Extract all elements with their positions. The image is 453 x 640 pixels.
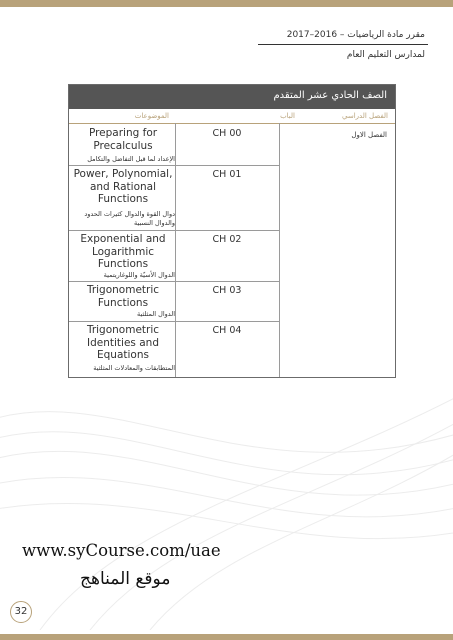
chapter-code: CH 01 [212, 169, 242, 180]
row-divider [69, 165, 279, 166]
decorative-swirl [0, 360, 453, 630]
topics-column-header: الموضوعات [134, 112, 169, 120]
row-divider [69, 321, 279, 322]
grade-title: الصف الحادي عشر المتقدم [273, 90, 387, 101]
column-divider [175, 123, 176, 377]
topic-english: Exponential and Logarithmic Functions [80, 233, 166, 270]
topic-english: Power, Polynomial, and Rational Functions [73, 168, 173, 205]
chapter-code: CH 00 [212, 128, 242, 139]
curriculum-table [68, 84, 396, 378]
chapter-code: CH 03 [212, 285, 242, 296]
page-number: 32 [10, 601, 32, 623]
column-header-rule [69, 123, 395, 124]
chapter-code: CH 04 [212, 325, 242, 336]
topic-arabic: الإعداد لما قبل التفاضل والتكامل [87, 155, 175, 163]
column-divider [279, 123, 280, 377]
topic-english: Preparing for Precalculus [88, 127, 158, 152]
topic-arabic: دوال القوة والدوال كثيرات الحدود والدوال النسبية [84, 210, 175, 227]
top-accent-bar [0, 0, 453, 7]
semester-cell: الفصل الاول [351, 131, 387, 139]
header-rule [258, 44, 428, 45]
topic-arabic: الدوال الأسيّة واللوغاريتمية [103, 271, 175, 279]
site-name-arabic: موقع المناهج [80, 569, 171, 589]
chapter-code: CH 02 [212, 234, 242, 245]
bottom-accent-bar [0, 634, 453, 640]
topic-arabic: الدوال المثلثية [137, 310, 175, 318]
topic-english: Trigonometric Functions [86, 284, 160, 309]
row-divider [69, 281, 279, 282]
table-header [69, 85, 395, 109]
semester-column-header: الفصل الدراسي [342, 112, 388, 120]
row-divider [69, 230, 279, 231]
chapter-column-header: الباب [280, 112, 295, 120]
topic-english: Trigonometric Identities and Equations [86, 324, 160, 361]
course-title: مقرر مادة الرياضيات – 2016–2017 [286, 30, 425, 40]
topic-arabic: المتطابقات والمعادلات المثلثية [93, 364, 175, 372]
schools-subtitle: لمدارس التعليم العام [346, 50, 425, 60]
website-url: www.syCourse.com/uae [22, 541, 221, 560]
